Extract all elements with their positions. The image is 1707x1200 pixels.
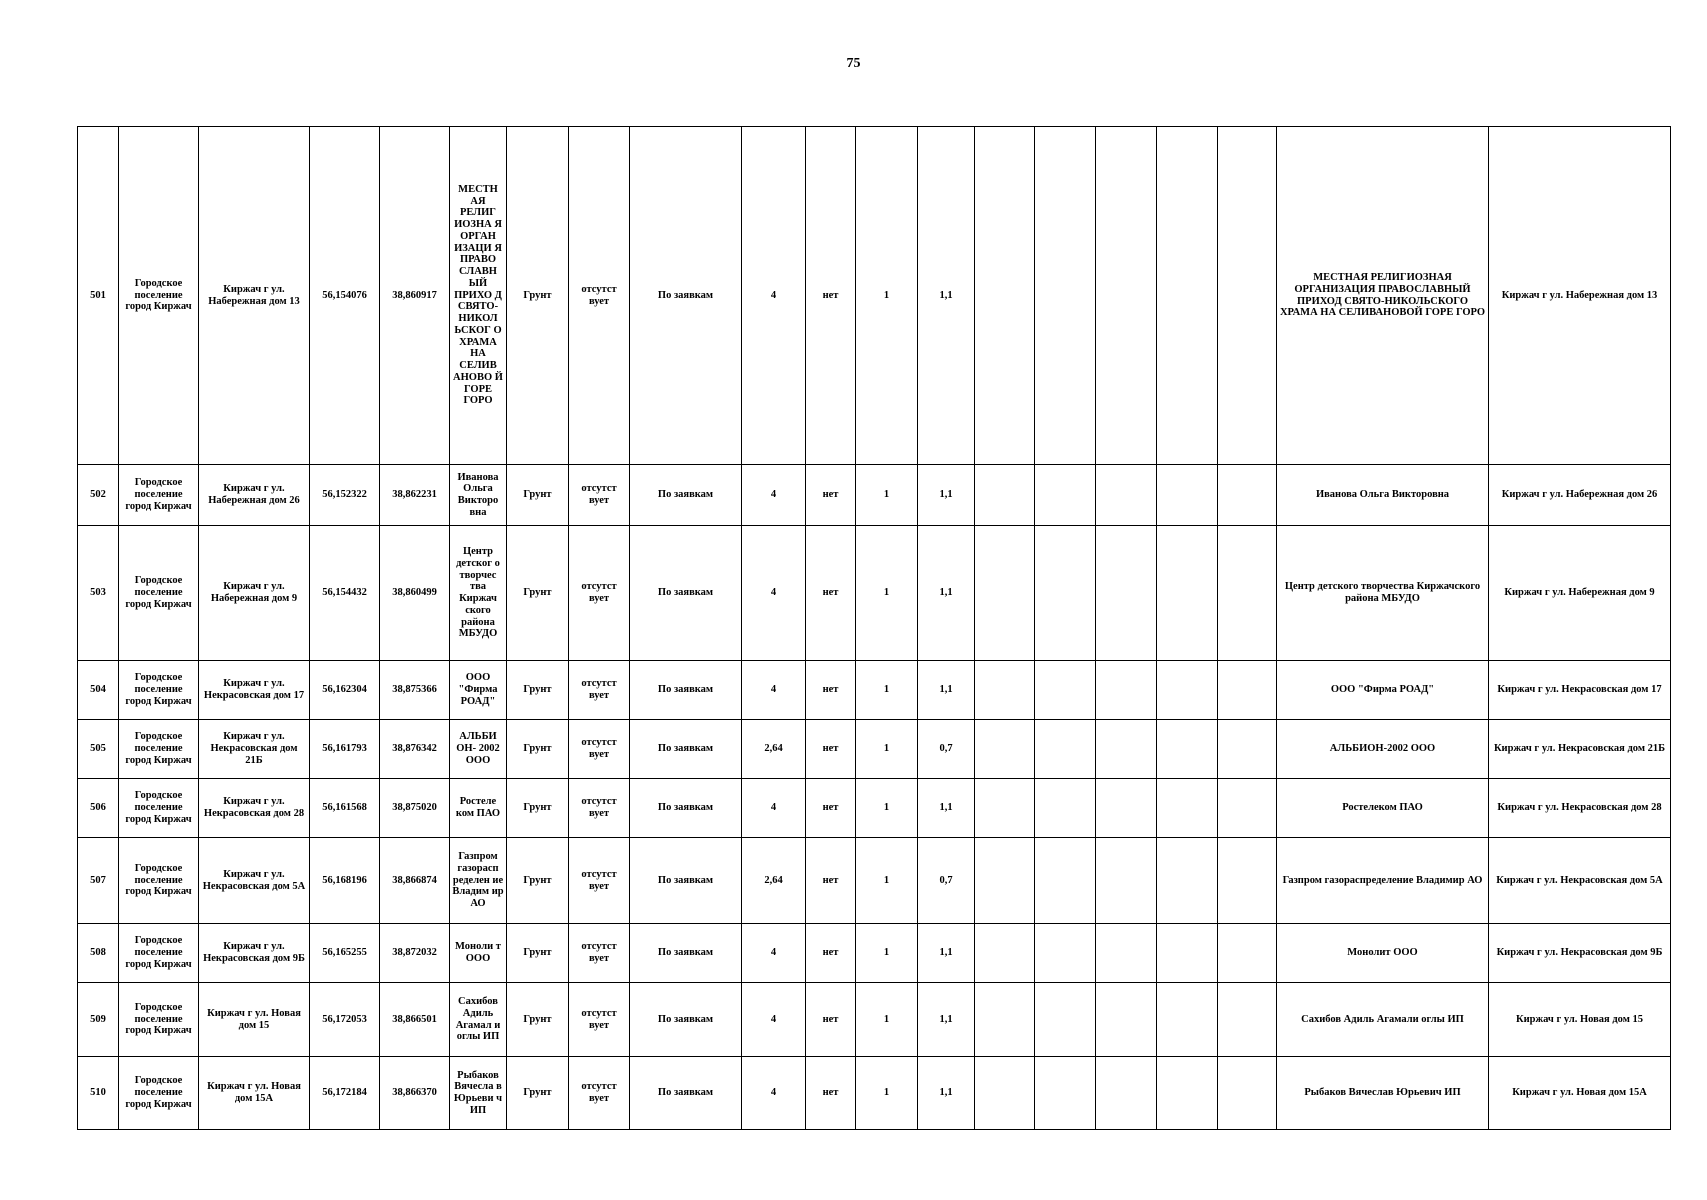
row-number: 502	[78, 465, 119, 526]
owner-short-cell: Центр детског о творчес тва Киржач ского района МБУДО	[450, 526, 507, 661]
surface-cell: Грунт	[507, 924, 569, 983]
empty-cell	[975, 983, 1035, 1057]
empty-cell	[975, 720, 1035, 779]
owner-short-cell: Иванова Ольга Викторо вна	[450, 465, 507, 526]
empty-cell	[975, 924, 1035, 983]
settlement-cell: Городское поселение город Киржач	[119, 983, 199, 1057]
address-cell: Киржач г ул. Некрасовская дом 9Б	[199, 924, 310, 983]
surface-cell: Грунт	[507, 127, 569, 465]
empty-cell	[1157, 1057, 1218, 1130]
empty-cell	[1218, 127, 1277, 465]
containers-count-cell: 1	[856, 924, 918, 983]
latitude-cell: 56,161568	[310, 779, 380, 838]
empty-cell	[1218, 661, 1277, 720]
owner-address-cell: Киржач г ул. Некрасовская дом 9Б	[1489, 924, 1671, 983]
container-volume-cell: 1,1	[918, 127, 975, 465]
empty-cell	[1096, 127, 1157, 465]
container-volume-cell: 0,7	[918, 838, 975, 924]
empty-cell	[1157, 127, 1218, 465]
empty-cell	[1035, 465, 1096, 526]
fence-cell: нет	[806, 983, 856, 1057]
row-number: 508	[78, 924, 119, 983]
schedule-cell: По заявкам	[630, 983, 742, 1057]
containers-count-cell: 1	[856, 465, 918, 526]
schedule-cell: По заявкам	[630, 838, 742, 924]
table-row	[78, 779, 1671, 838]
longitude-cell: 38,860499	[380, 526, 450, 661]
surface-cell: Грунт	[507, 779, 569, 838]
owner-short-cell: АЛЬБИ ОН- 2002 ООО	[450, 720, 507, 779]
cover-cell: отсутст вует	[569, 924, 630, 983]
empty-cell	[1096, 661, 1157, 720]
longitude-cell: 38,860917	[380, 127, 450, 465]
owner-full-cell: Центр детского творчества Киржачского района МБУДО	[1277, 526, 1489, 661]
area-cell: 4	[742, 127, 806, 465]
surface-cell: Грунт	[507, 983, 569, 1057]
empty-cell	[1035, 526, 1096, 661]
address-cell: Киржач г ул. Набережная дом 13	[199, 127, 310, 465]
area-cell: 4	[742, 661, 806, 720]
empty-cell	[1035, 779, 1096, 838]
cover-cell: отсутст вует	[569, 720, 630, 779]
latitude-cell: 56,172053	[310, 983, 380, 1057]
empty-cell	[1218, 924, 1277, 983]
page-number: 75	[846, 56, 861, 71]
latitude-cell: 56,162304	[310, 661, 380, 720]
latitude-cell: 56,165255	[310, 924, 380, 983]
containers-count-cell: 1	[856, 720, 918, 779]
cover-cell: отсутст вует	[569, 127, 630, 465]
empty-cell	[1096, 983, 1157, 1057]
containers-count-cell: 1	[856, 983, 918, 1057]
area-cell: 4	[742, 924, 806, 983]
area-cell: 4	[742, 1057, 806, 1130]
latitude-cell: 56,154076	[310, 127, 380, 465]
area-cell: 2,64	[742, 838, 806, 924]
area-cell: 2,64	[742, 720, 806, 779]
container-volume-cell: 1,1	[918, 983, 975, 1057]
empty-cell	[1157, 924, 1218, 983]
empty-cell	[1157, 983, 1218, 1057]
empty-cell	[1157, 838, 1218, 924]
table-row	[78, 838, 1671, 924]
owner-short-cell: Рыбаков Вячесла в Юрьеви ч ИП	[450, 1057, 507, 1130]
owner-address-cell: Киржач г ул. Некрасовская дом 21Б	[1489, 720, 1671, 779]
owner-short-cell: Моноли т ООО	[450, 924, 507, 983]
empty-cell	[1096, 465, 1157, 526]
empty-cell	[1218, 720, 1277, 779]
latitude-cell: 56,154432	[310, 526, 380, 661]
surface-cell: Грунт	[507, 661, 569, 720]
schedule-cell: По заявкам	[630, 465, 742, 526]
row-number: 507	[78, 838, 119, 924]
row-number: 505	[78, 720, 119, 779]
empty-cell	[1218, 1057, 1277, 1130]
empty-cell	[1218, 465, 1277, 526]
longitude-cell: 38,876342	[380, 720, 450, 779]
settlement-cell: Городское поселение город Киржач	[119, 1057, 199, 1130]
longitude-cell: 38,866874	[380, 838, 450, 924]
table-row	[78, 1057, 1671, 1130]
longitude-cell: 38,875020	[380, 779, 450, 838]
address-cell: Киржач г ул. Некрасовская дом 21Б	[199, 720, 310, 779]
fence-cell: нет	[806, 838, 856, 924]
empty-cell	[1035, 720, 1096, 779]
row-number: 509	[78, 983, 119, 1057]
owner-full-cell: ООО "Фирма РОАД"	[1277, 661, 1489, 720]
owner-address-cell: Киржач г ул. Некрасовская дом 28	[1489, 779, 1671, 838]
cover-cell: отсутст вует	[569, 983, 630, 1057]
settlement-cell: Городское поселение город Киржач	[119, 526, 199, 661]
owner-address-cell: Киржач г ул. Набережная дом 9	[1489, 526, 1671, 661]
settlement-cell: Городское поселение город Киржач	[119, 779, 199, 838]
address-cell: Киржач г ул. Новая дом 15	[199, 983, 310, 1057]
cover-cell: отсутст вует	[569, 838, 630, 924]
address-cell: Киржач г ул. Некрасовская дом 17	[199, 661, 310, 720]
row-number: 501	[78, 127, 119, 465]
container-volume-cell: 0,7	[918, 720, 975, 779]
settlement-cell: Городское поселение город Киржач	[119, 924, 199, 983]
containers-count-cell: 1	[856, 661, 918, 720]
settlement-cell: Городское поселение город Киржач	[119, 661, 199, 720]
containers-count-cell: 1	[856, 1057, 918, 1130]
address-cell: Киржач г ул. Некрасовская дом 28	[199, 779, 310, 838]
surface-cell: Грунт	[507, 526, 569, 661]
empty-cell	[1157, 465, 1218, 526]
empty-cell	[975, 526, 1035, 661]
cover-cell: отсутст вует	[569, 465, 630, 526]
table-row	[78, 526, 1671, 661]
longitude-cell: 38,866501	[380, 983, 450, 1057]
owner-address-cell: Киржач г ул. Набережная дом 26	[1489, 465, 1671, 526]
empty-cell	[1035, 127, 1096, 465]
empty-cell	[1157, 720, 1218, 779]
empty-cell	[975, 1057, 1035, 1130]
owner-short-cell: Газпром газорасп ределен ие Владим ир АО	[450, 838, 507, 924]
schedule-cell: По заявкам	[630, 1057, 742, 1130]
container-volume-cell: 1,1	[918, 661, 975, 720]
longitude-cell: 38,866370	[380, 1057, 450, 1130]
row-number: 510	[78, 1057, 119, 1130]
longitude-cell: 38,872032	[380, 924, 450, 983]
cover-cell: отсутст вует	[569, 779, 630, 838]
owner-full-cell: МЕСТНАЯ РЕЛИГИОЗНАЯ ОРГАНИЗАЦИЯ ПРАВОСЛАВНЫЙ ПРИХОД СВЯТО-НИКОЛЬСКОГО ХРАМА НА СЕЛИВАНОВОЙ ГОРЕ ГОРО	[1277, 127, 1489, 465]
owner-short-cell: ООО "Фирма РОАД"	[450, 661, 507, 720]
row-number: 506	[78, 779, 119, 838]
schedule-cell: По заявкам	[630, 720, 742, 779]
schedule-cell: По заявкам	[630, 779, 742, 838]
settlement-cell: Городское поселение город Киржач	[119, 465, 199, 526]
empty-cell	[1035, 1057, 1096, 1130]
empty-cell	[975, 779, 1035, 838]
containers-count-cell: 1	[856, 779, 918, 838]
settlement-cell: Городское поселение город Киржач	[119, 720, 199, 779]
empty-cell	[1157, 779, 1218, 838]
address-cell: Киржач г ул. Новая дом 15А	[199, 1057, 310, 1130]
address-cell: Киржач г ул. Набережная дом 26	[199, 465, 310, 526]
address-cell: Киржач г ул. Некрасовская дом 5А	[199, 838, 310, 924]
empty-cell	[1096, 1057, 1157, 1130]
fence-cell: нет	[806, 924, 856, 983]
cover-cell: отсутст вует	[569, 1057, 630, 1130]
table-row	[78, 465, 1671, 526]
empty-cell	[975, 838, 1035, 924]
table-row	[78, 127, 1671, 465]
fence-cell: нет	[806, 526, 856, 661]
empty-cell	[1218, 838, 1277, 924]
area-cell: 4	[742, 779, 806, 838]
surface-cell: Грунт	[507, 720, 569, 779]
containers-count-cell: 1	[856, 526, 918, 661]
row-number: 504	[78, 661, 119, 720]
container-volume-cell: 1,1	[918, 1057, 975, 1130]
empty-cell	[1096, 720, 1157, 779]
owner-short-cell: Сахибов Адиль Агамал и оглы ИП	[450, 983, 507, 1057]
empty-cell	[1157, 661, 1218, 720]
latitude-cell: 56,172184	[310, 1057, 380, 1130]
area-cell: 4	[742, 983, 806, 1057]
owner-full-cell: Рыбаков Вячеслав Юрьевич ИП	[1277, 1057, 1489, 1130]
area-cell: 4	[742, 465, 806, 526]
fence-cell: нет	[806, 779, 856, 838]
schedule-cell: По заявкам	[630, 661, 742, 720]
empty-cell	[1035, 924, 1096, 983]
owner-short-cell: Ростеле ком ПАО	[450, 779, 507, 838]
empty-cell	[1218, 526, 1277, 661]
latitude-cell: 56,161793	[310, 720, 380, 779]
owner-full-cell: Монолит ООО	[1277, 924, 1489, 983]
table-row	[78, 661, 1671, 720]
longitude-cell: 38,875366	[380, 661, 450, 720]
owner-address-cell: Киржач г ул. Некрасовская дом 5А	[1489, 838, 1671, 924]
owner-address-cell: Киржач г ул. Некрасовская дом 17	[1489, 661, 1671, 720]
waste-site-registry-table	[77, 126, 1671, 1130]
surface-cell: Грунт	[507, 838, 569, 924]
latitude-cell: 56,152322	[310, 465, 380, 526]
container-volume-cell: 1,1	[918, 924, 975, 983]
area-cell: 4	[742, 526, 806, 661]
owner-full-cell: АЛЬБИОН-2002 ООО	[1277, 720, 1489, 779]
owner-full-cell: Ростелеком ПАО	[1277, 779, 1489, 838]
fence-cell: нет	[806, 1057, 856, 1130]
schedule-cell: По заявкам	[630, 526, 742, 661]
fence-cell: нет	[806, 720, 856, 779]
owner-address-cell: Киржач г ул. Новая дом 15	[1489, 983, 1671, 1057]
container-volume-cell: 1,1	[918, 465, 975, 526]
containers-count-cell: 1	[856, 127, 918, 465]
settlement-cell: Городское поселение город Киржач	[119, 127, 199, 465]
empty-cell	[1035, 661, 1096, 720]
fence-cell: нет	[806, 661, 856, 720]
owner-short-cell: МЕСТН АЯ РЕЛИГ ИОЗНА Я ОРГАН ИЗАЦИ Я ПРАВО СЛАВН ЫЙ ПРИХО Д СВЯТО- НИКОЛ ЬСКОГ О ХРАМА НА СЕЛИВ АНОВО Й ГОРЕ ГОРО	[450, 127, 507, 465]
schedule-cell: По заявкам	[630, 127, 742, 465]
empty-cell	[1218, 779, 1277, 838]
empty-cell	[975, 127, 1035, 465]
empty-cell	[975, 465, 1035, 526]
owner-full-cell: Газпром газораспределение Владимир АО	[1277, 838, 1489, 924]
address-cell: Киржач г ул. Набережная дом 9	[199, 526, 310, 661]
table-row	[78, 983, 1671, 1057]
empty-cell	[1096, 924, 1157, 983]
cover-cell: отсутст вует	[569, 661, 630, 720]
schedule-cell: По заявкам	[630, 924, 742, 983]
container-volume-cell: 1,1	[918, 526, 975, 661]
owner-full-cell: Сахибов Адиль Агамали оглы ИП	[1277, 983, 1489, 1057]
empty-cell	[1218, 983, 1277, 1057]
empty-cell	[1096, 779, 1157, 838]
owner-full-cell: Иванова Ольга Викторовна	[1277, 465, 1489, 526]
owner-address-cell: Киржач г ул. Набережная дом 13	[1489, 127, 1671, 465]
empty-cell	[1035, 983, 1096, 1057]
empty-cell	[975, 661, 1035, 720]
empty-cell	[1035, 838, 1096, 924]
empty-cell	[1096, 838, 1157, 924]
cover-cell: отсутст вует	[569, 526, 630, 661]
row-number: 503	[78, 526, 119, 661]
surface-cell: Грунт	[507, 465, 569, 526]
surface-cell: Грунт	[507, 1057, 569, 1130]
fence-cell: нет	[806, 465, 856, 526]
containers-count-cell: 1	[856, 838, 918, 924]
owner-address-cell: Киржач г ул. Новая дом 15А	[1489, 1057, 1671, 1130]
table-row	[78, 924, 1671, 983]
latitude-cell: 56,168196	[310, 838, 380, 924]
fence-cell: нет	[806, 127, 856, 465]
empty-cell	[1157, 526, 1218, 661]
table-row	[78, 720, 1671, 779]
empty-cell	[1096, 526, 1157, 661]
container-volume-cell: 1,1	[918, 779, 975, 838]
longitude-cell: 38,862231	[380, 465, 450, 526]
settlement-cell: Городское поселение город Киржач	[119, 838, 199, 924]
